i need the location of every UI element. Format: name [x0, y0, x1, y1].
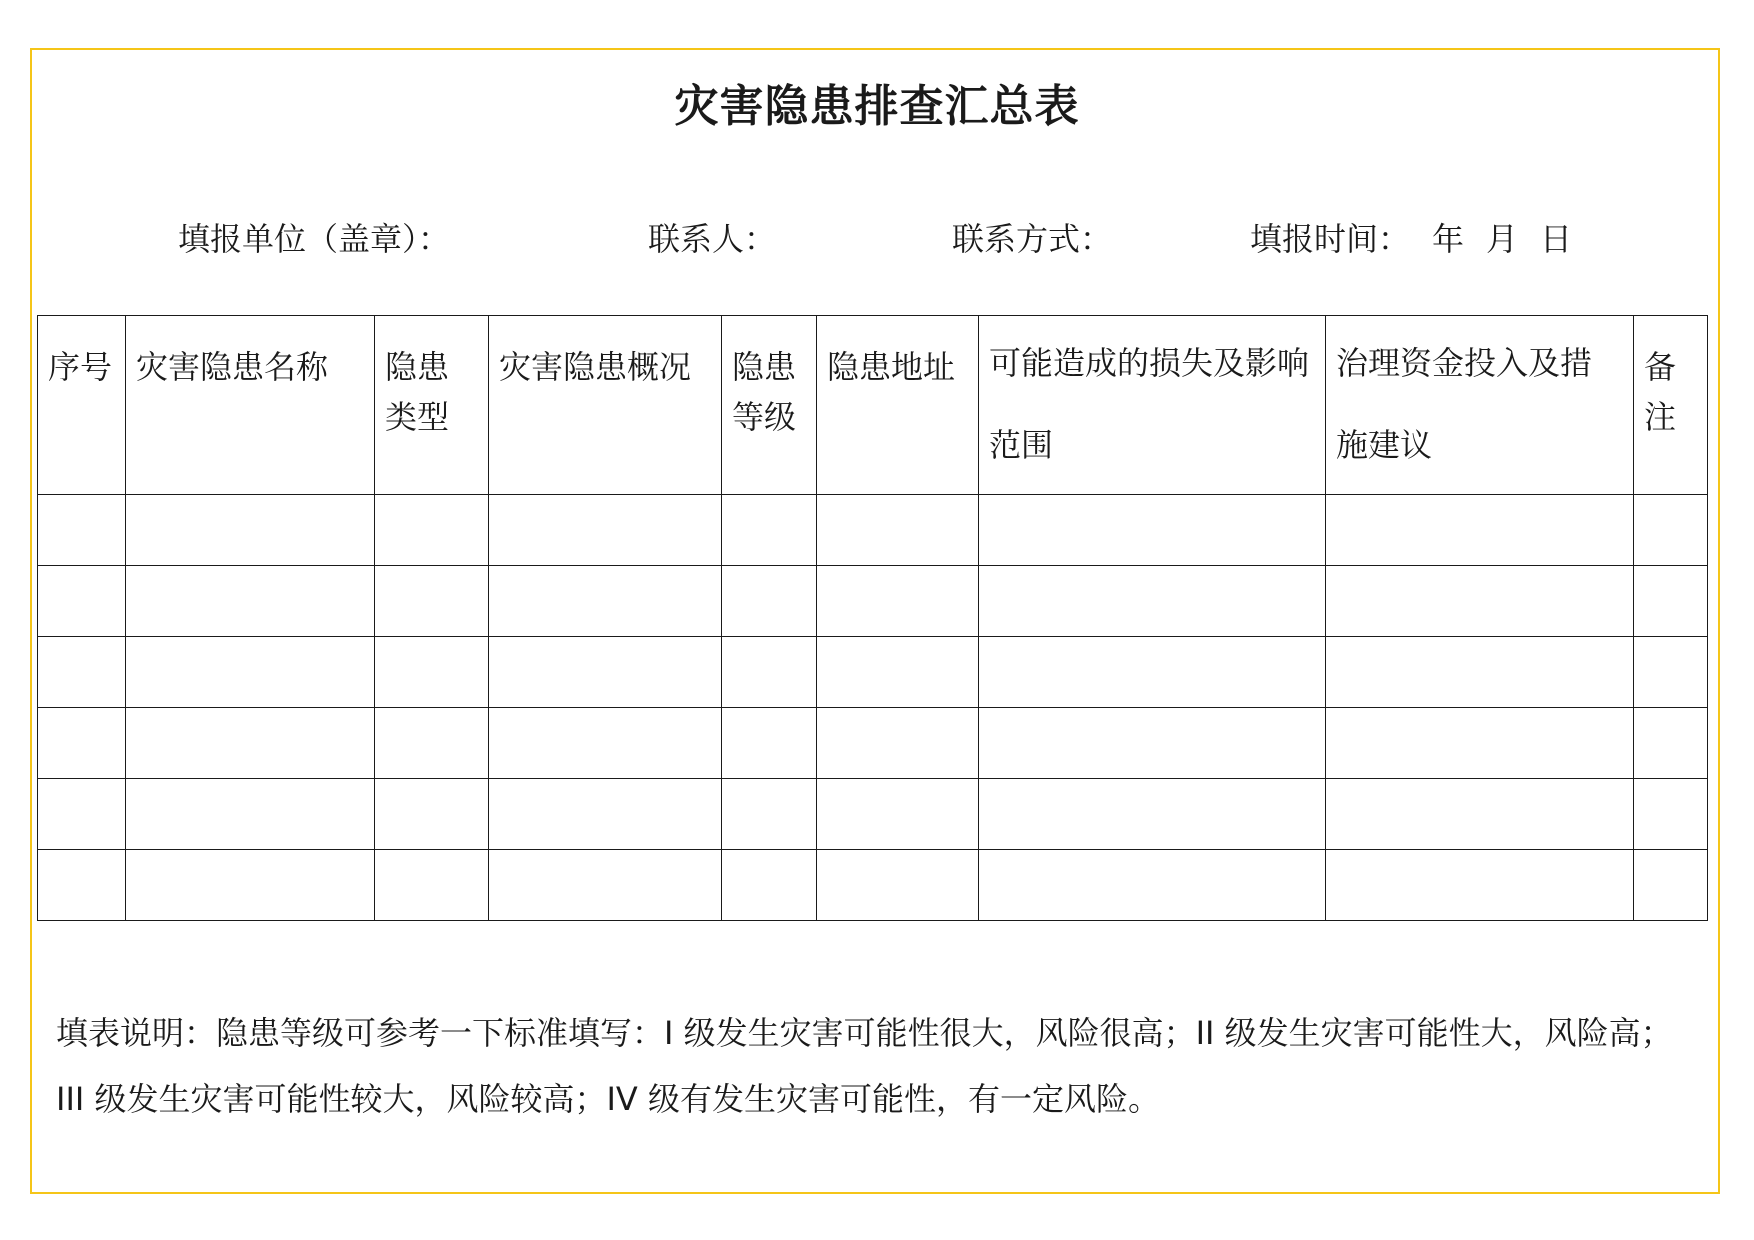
table-cell[interactable]: [489, 850, 722, 921]
table-cell[interactable]: [722, 566, 817, 637]
header-cell-hazard-level: 隐患等级: [722, 316, 817, 495]
day-label: 日: [1540, 220, 1573, 258]
table-cell[interactable]: [38, 637, 126, 708]
table-cell[interactable]: [126, 779, 375, 850]
page-title: 灾害隐患排查汇总表: [674, 81, 1080, 132]
reporting-unit-label: 填报单位（盖章）：: [178, 220, 451, 258]
table-cell[interactable]: [817, 566, 979, 637]
table-cell[interactable]: [1634, 566, 1708, 637]
table-cell[interactable]: [979, 850, 1326, 921]
table-cell[interactable]: [722, 779, 817, 850]
table-cell[interactable]: [126, 708, 375, 779]
report-date-label: 填报时间：: [1250, 220, 1411, 258]
table-body: [38, 495, 1708, 921]
table-row: [38, 850, 1708, 921]
year-label: 年: [1432, 220, 1465, 258]
table-cell[interactable]: [1634, 779, 1708, 850]
header-cell-remarks: 备注: [1634, 316, 1708, 495]
table-cell[interactable]: [126, 637, 375, 708]
table-cell[interactable]: [979, 637, 1326, 708]
table-cell[interactable]: [1326, 637, 1634, 708]
table-row: [38, 708, 1708, 779]
table-cell[interactable]: [722, 850, 817, 921]
table-cell[interactable]: [375, 779, 489, 850]
table-header-row: [38, 316, 1708, 495]
table-cell[interactable]: [1326, 566, 1634, 637]
table-cell[interactable]: [979, 779, 1326, 850]
header-cell-hazard-overview: 灾害隐患概况: [489, 316, 722, 495]
hazard-summary-table: [37, 315, 1708, 921]
table-cell[interactable]: [38, 708, 126, 779]
table-cell[interactable]: [126, 495, 375, 566]
table-cell[interactable]: [375, 708, 489, 779]
table-cell[interactable]: [1634, 495, 1708, 566]
table-cell[interactable]: [722, 637, 817, 708]
table-cell[interactable]: [126, 850, 375, 921]
table-cell[interactable]: [489, 637, 722, 708]
month-label: 月: [1486, 220, 1519, 258]
header-cell-possible-loss: 可能造成的损失及影响范围: [979, 316, 1326, 495]
contact-person-label: 联系人：: [648, 220, 777, 258]
table-cell[interactable]: [1326, 495, 1634, 566]
table-cell[interactable]: [817, 637, 979, 708]
table-cell[interactable]: [817, 850, 979, 921]
table-cell[interactable]: [722, 708, 817, 779]
table-cell[interactable]: [375, 850, 489, 921]
contact-method-label: 联系方式：: [952, 220, 1113, 258]
table-cell[interactable]: [38, 495, 126, 566]
table-cell[interactable]: [817, 495, 979, 566]
table-cell[interactable]: [38, 566, 126, 637]
table-row: [38, 637, 1708, 708]
header-cell-funding-measures: 治理资金投入及措施建议: [1326, 316, 1634, 495]
header-cell-hazard-type: 隐患类型: [375, 316, 489, 495]
table-row: [38, 779, 1708, 850]
table-row: [38, 566, 1708, 637]
table-cell[interactable]: [489, 779, 722, 850]
table-cell[interactable]: [979, 566, 1326, 637]
table-cell[interactable]: [375, 637, 489, 708]
table-row: [38, 495, 1708, 566]
table-cell[interactable]: [1326, 708, 1634, 779]
table-cell[interactable]: [375, 566, 489, 637]
header-cell-hazard-address: 隐患地址: [817, 316, 979, 495]
fill-instructions: 填表说明：隐患等级可参考一下标准填写：I 级发生灾害可能性很大，风险很高；II 级发生灾害可能性大，风险高；III 级发生灾害可能性较大，风险较高；IV 级有发生灾害可能性，有一定风险。: [56, 1014, 1673, 1118]
report-date: [1250, 214, 1572, 260]
table-cell[interactable]: [979, 495, 1326, 566]
table-cell[interactable]: [979, 708, 1326, 779]
table-cell[interactable]: [126, 566, 375, 637]
table-cell[interactable]: [1326, 779, 1634, 850]
header-cell-index: 序号: [38, 316, 126, 495]
table-cell[interactable]: [1634, 637, 1708, 708]
table-cell[interactable]: [38, 779, 126, 850]
table-cell[interactable]: [817, 779, 979, 850]
table-cell[interactable]: [489, 708, 722, 779]
table-cell[interactable]: [489, 495, 722, 566]
table-cell[interactable]: [375, 495, 489, 566]
table-cell[interactable]: [817, 708, 979, 779]
table-cell[interactable]: [38, 850, 126, 921]
table-cell[interactable]: [1326, 850, 1634, 921]
table-cell[interactable]: [722, 495, 817, 566]
table-cell[interactable]: [1634, 708, 1708, 779]
table-cell[interactable]: [1634, 850, 1708, 921]
header-cell-hazard-name: 灾害隐患名称: [126, 316, 375, 495]
table-cell[interactable]: [489, 566, 722, 637]
